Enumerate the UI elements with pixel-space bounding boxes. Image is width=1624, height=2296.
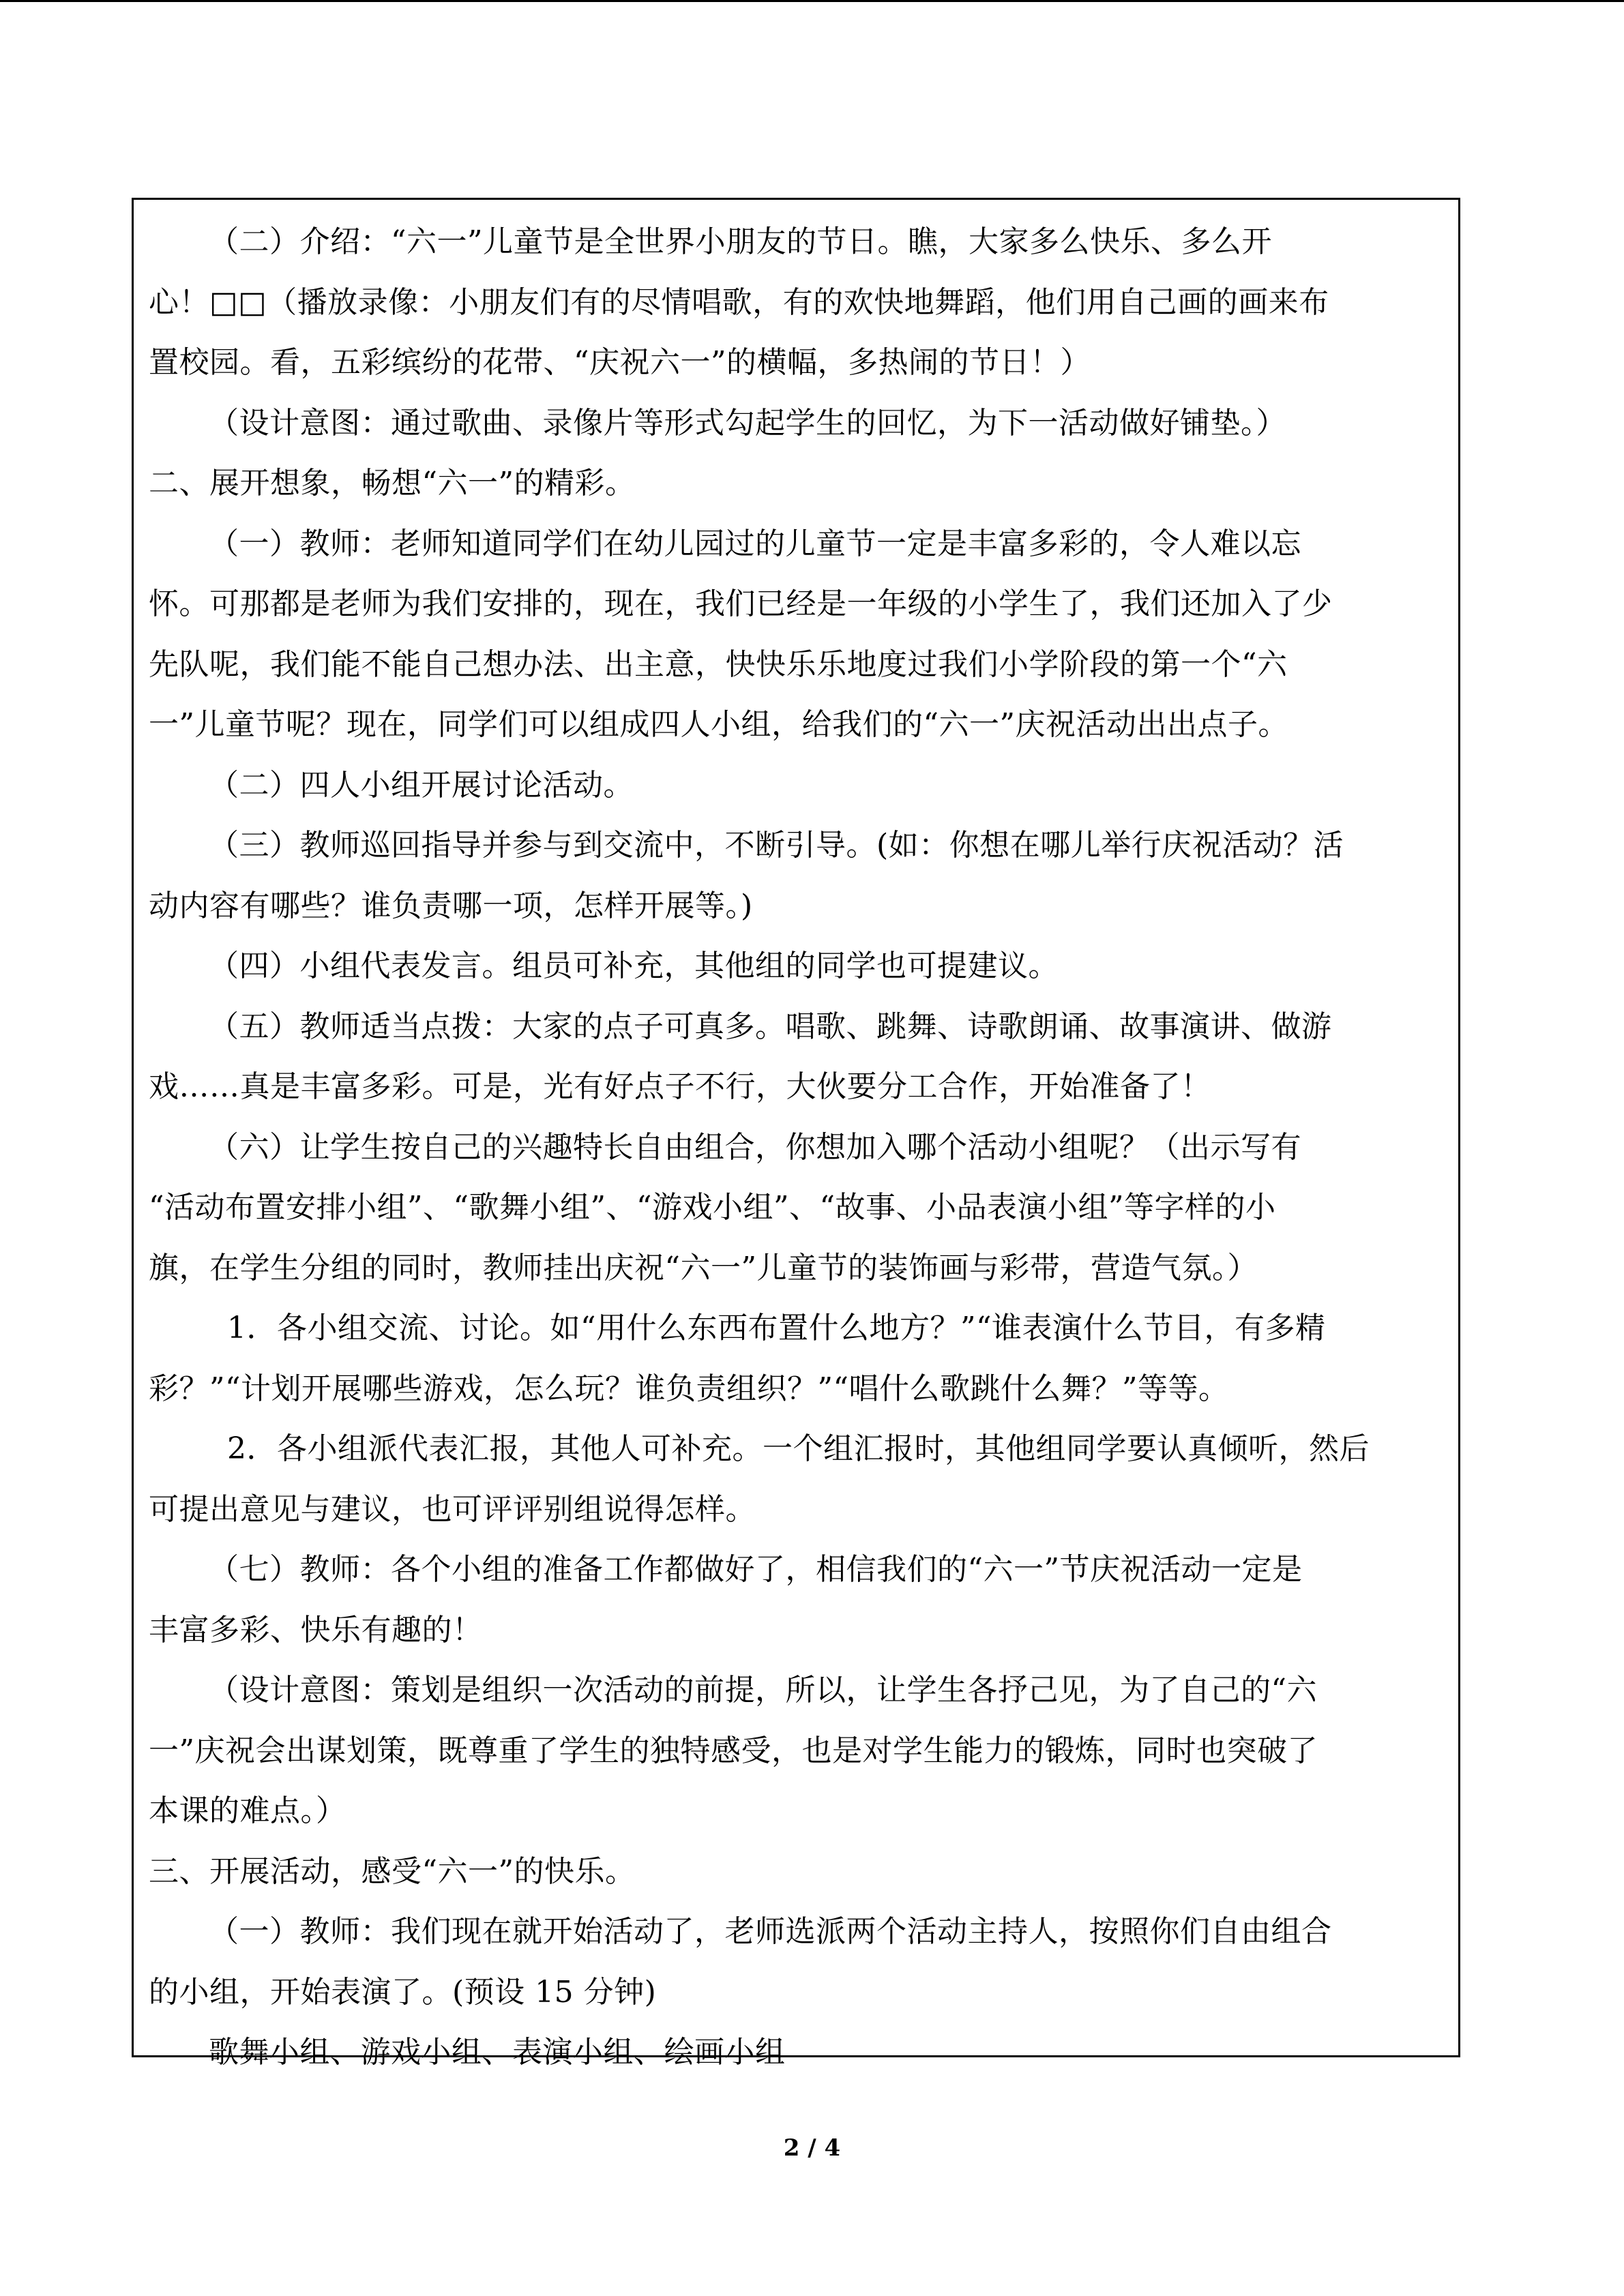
document-body (149, 212, 1445, 2083)
text-line: 心！□□（播放录像：小朋友们有的尽情唱歌，有的欢快地舞蹈，他们用自己画的画来布 (149, 284, 1329, 320)
text-line: （设计意图：策划是组织一次活动的前提，所以，让学生各抒己见，为了自己的“六 (209, 1673, 1317, 1708)
text-line: 戏……真是丰富多彩。可是，光有好点子不行，大伙要分工合作，开始准备了！ (149, 1069, 1211, 1104)
text-line: （一）教师：老师知道同学们在幼儿园过的儿童节一定是丰富多彩的，令人难以忘 (209, 526, 1301, 561)
text-line: 先队呢，我们能不能自己想办法、出主意，快快乐乐地度过我们小学阶段的第一个“六 (149, 646, 1288, 682)
text-line: 本课的难点。） (149, 1793, 346, 1828)
text-line: 动内容有哪些？谁负责哪一项，怎样开展等。) (149, 888, 753, 923)
lesson-plan-text (149, 212, 1445, 2083)
text-line: （四）小组代表发言。组员可补充，其他组的同学也可提建议。 (209, 949, 1059, 983)
lesson-plan-table-cell (132, 198, 1460, 2070)
text-line: （二）四人小组开展讨论活动。 (209, 767, 634, 803)
text-line: 1．各小组交流、讨论。如“用什么东西布置什么地方？”“谁表演什么节目，有多精 (227, 1311, 1326, 1345)
text-line: 怀。可那都是老师为我们安排的，现在，我们已经是一年级的小学生了，我们还加入了少 (149, 586, 1333, 621)
text-line: （五）教师适当点拨：大家的点子可真多。唱歌、跳舞、诗歌朗诵、故事演讲、做游 (209, 1009, 1332, 1044)
text-line: 的小组，开始表演了。(预设 15 分钟) (149, 1974, 657, 2010)
page-number: 2 / 4 (783, 2134, 841, 2162)
text-line: （设计意图：通过歌曲、录像片等形式勾起学生的回忆，为下一活动做好铺垫。） (209, 405, 1286, 441)
text-line: 置校园。看，五彩缤纷的花带、“庆祝六一”的横幅，多热闹的节日！） (149, 345, 1091, 380)
text-line: 歌舞小组、游戏小组、表演小组、绘画小组 (209, 2035, 786, 2070)
text-line: 2．各小组派代表汇报，其他人可补充。一个组汇报时，其他组同学要认真倾听，然后 (227, 1431, 1370, 1466)
text-line: 彩？”“计划开展哪些游戏，怎么玩？谁负责组织？”“唱什么歌跳什么舞？”等等。 (149, 1371, 1229, 1406)
text-line: （三）教师巡回指导并参与到交流中，不断引导。(如：你想在哪儿举行庆祝活动？活 (209, 828, 1344, 863)
text-line: “活动布置安排小组”、“歌舞小组”、“游戏小组”、“故事、小品表演小组”等字样的小 (149, 1190, 1276, 1225)
text-line: 一”庆祝会出谋划策，既尊重了学生的独特感受，也是对学生能力的锻炼，同时也突破了 (149, 1733, 1318, 1768)
text-line: （二）介绍：“六一”儿童节是全世界小朋友的节日。瞧，大家多么快乐、多么开 (209, 224, 1272, 259)
text-line: 可提出意见与建议，也可评评别组说得怎样。 (149, 1491, 756, 1527)
text-line: （一）教师：我们现在就开始活动了，老师选派两个活动主持人，按照你们自由组合 (209, 1914, 1332, 1949)
section-heading: 三、开展活动，感受“六一”的快乐。 (149, 1853, 636, 1889)
section-heading: 二、展开想象，畅想“六一”的精彩。 (149, 466, 636, 501)
text-line: 旗，在学生分组的同时，教师挂出庆祝“六一”儿童节的装饰画与彩带，营造气氛。） (149, 1250, 1258, 1285)
top-rule (0, 0, 1624, 2)
text-line: 一”儿童节呢？现在，同学们可以组成四人小组，给我们的“六一”庆祝活动出出点子。 (149, 707, 1288, 742)
text-line: （六）让学生按自己的兴趣特长自由组合，你想加入哪个活动小组呢？（出示写有 (209, 1129, 1301, 1165)
text-line: （七）教师：各个小组的准备工作都做好了，相信我们的“六一”节庆祝活动一定是 (209, 1552, 1303, 1587)
text-line: 丰富多彩、快乐有趣的！ (149, 1612, 483, 1648)
